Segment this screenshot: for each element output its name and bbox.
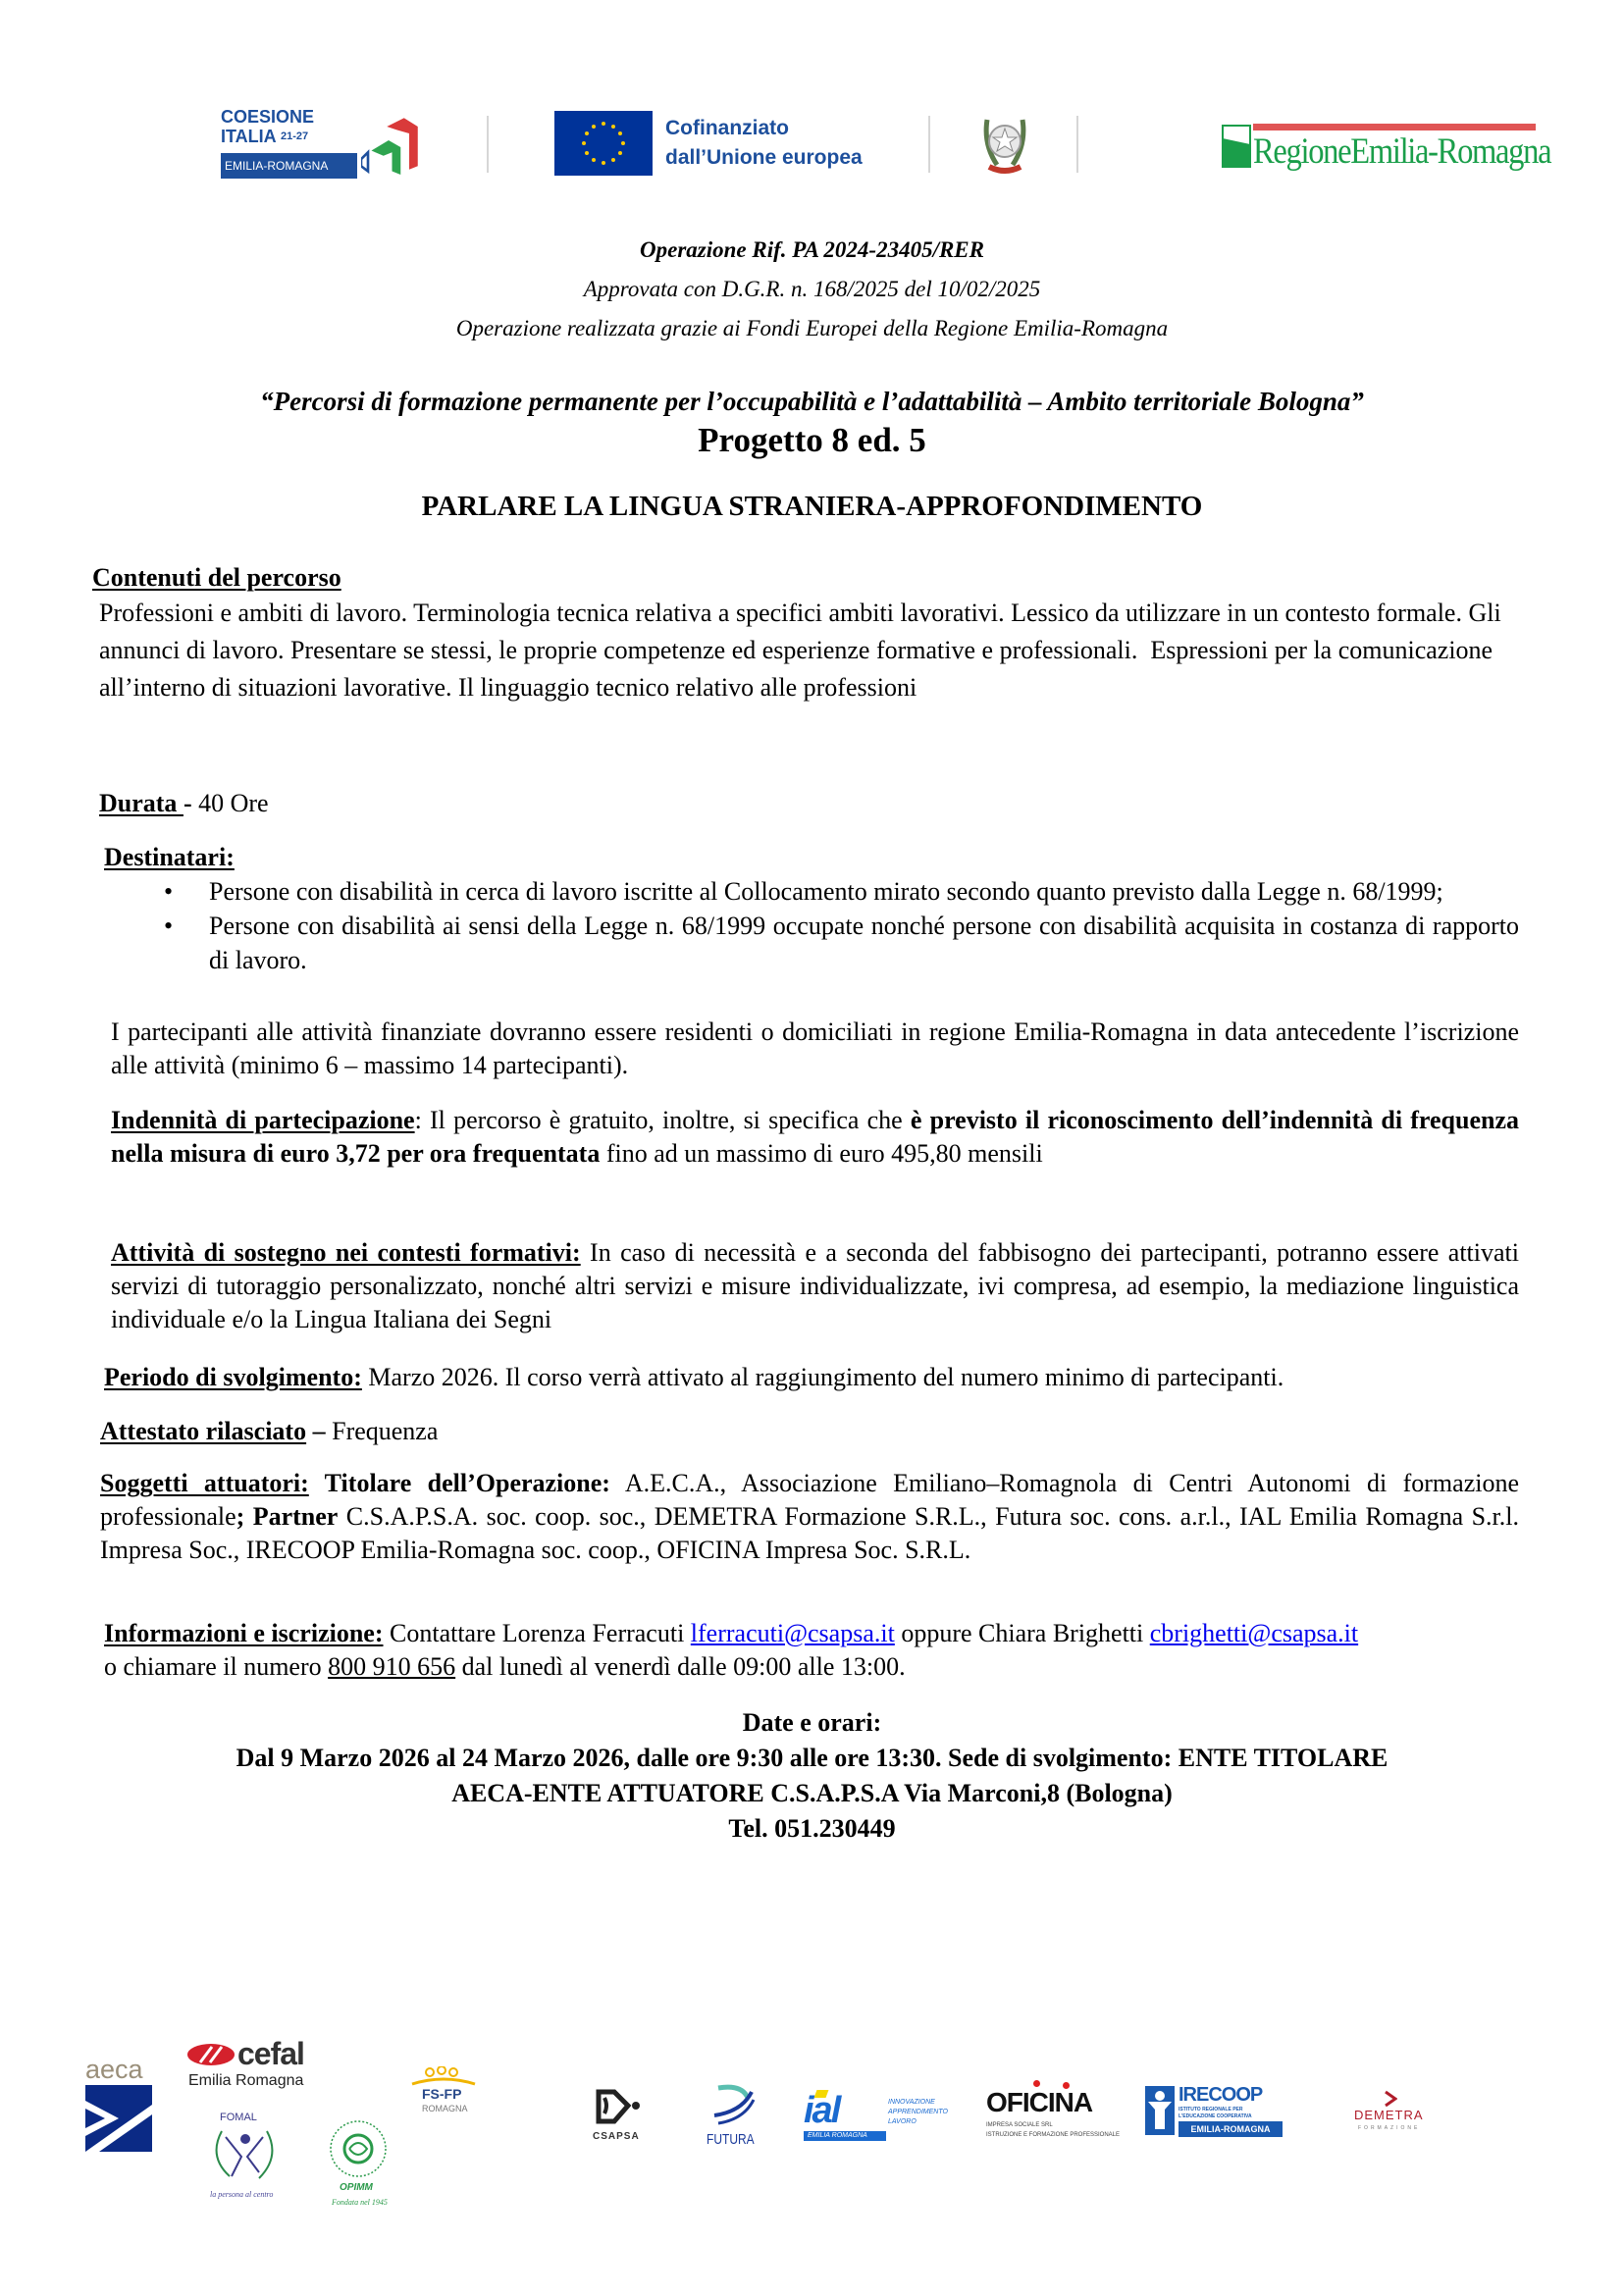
titolare-value: A.E.C.A., Associazione Emiliano–Romagnola di Centri Autonomi di formazione professionale: [100, 1469, 1519, 1531]
oficina-red-dot: [1033, 2080, 1040, 2087]
partners-value: C.S.A.P.S.A. soc. coop. soc., DEMETRA Formazione S.R.L., Futura soc. cons. a.r.l., IAL Emilia Romagna S.r.l. Impresa Soc., IRECOOP Emilia-Romagna soc. coop., OFICINA Impresa Soc. S.R.L.: [100, 1502, 1520, 1564]
fomal-tagline: la persona al centro: [210, 2190, 274, 2199]
coesione-logo: [221, 108, 427, 183]
attestato-paragraph: [100, 1413, 438, 1450]
durata-value: 40 Ore: [198, 789, 269, 817]
futura-logo: [705, 2082, 763, 2153]
sostegno-heading: Attività di sostegno nei contesti formativi:: [111, 1238, 581, 1267]
program-title: “Percorsi di formazione permanente per l’occupabilità e l’adattabilità – Ambito territoriale Bologna”: [260, 387, 1364, 416]
sostegno-paragraph: [111, 1236, 1519, 1336]
date-orari-line2: AECA-ENTE ATTUATORE C.S.A.P.S.A Via Marconi,8 (Bologna): [451, 1779, 1173, 1807]
bullet-icon: •: [164, 912, 174, 940]
informazioni-paragraph: [104, 1617, 1370, 1684]
oficina-name: OFICINA: [986, 2087, 1093, 2117]
fomal-logo: [208, 2112, 282, 2210]
indennita-text1: : Il percorso è gratuito, inoltre, si specifica che: [414, 1106, 911, 1134]
eu-flag-icon: [554, 111, 653, 176]
indennita-paragraph: [111, 1104, 1519, 1171]
opimm-logo: [324, 2119, 393, 2217]
informazioni-t2: oppure Chiara Brighetti: [894, 1619, 1150, 1647]
indennita-text2: fino ad un massimo di euro 495,80 mensili: [600, 1139, 1043, 1168]
cnosfap-name: FS-FP: [422, 2086, 462, 2102]
course-title: PARLARE LA LINGUA STRANIERA-APPROFONDIMENTO: [421, 491, 1203, 522]
periodo-paragraph: [104, 1359, 1527, 1396]
ial-tag3: LAVORO: [888, 2118, 917, 2125]
aeca-logo: [85, 2056, 154, 2154]
header-divider: [928, 116, 930, 173]
csapsa-name: CSAPSA: [593, 2131, 640, 2142]
approval-line: Approvata con D.G.R. n. 168/2025 del 10/02/2025: [583, 277, 1041, 301]
project-title: Progetto 8 ed. 5: [698, 421, 926, 459]
csapsa-logo: [589, 2088, 657, 2149]
demetra-sub: FORMAZIONE: [1358, 2125, 1421, 2131]
informazioni-t1: Contattare Lorenza Ferracuti: [383, 1619, 691, 1647]
coesione-years: 21-27: [281, 130, 309, 142]
coesione-band: EMILIA-ROMAGNA: [221, 153, 357, 179]
periodo-heading: Periodo di svolgimento:: [104, 1363, 362, 1391]
date-orari-line3: Tel. 051.230449: [728, 1814, 896, 1843]
cefal-swoosh-icon: [186, 2043, 236, 2066]
aeca-flag-icon: [85, 2085, 152, 2152]
email-link-ferracuti[interactable]: lferracuti@csapsa.it: [690, 1619, 895, 1647]
ial-tag1: INNOVAZIONE: [888, 2099, 935, 2106]
opimm-seal-icon: [326, 2119, 391, 2180]
eu-line2: dall’Unione europea: [665, 146, 863, 169]
destinatari-heading: Destinatari:: [104, 843, 235, 871]
oficina-sub1: IMPRESA SOCIALE SRL: [986, 2122, 1053, 2128]
indennita-bold: è previsto il riconoscimento dell’indennità di frequenza nella misura di euro 3,72 per ora frequentata: [111, 1106, 1519, 1168]
contenuti-heading: Contenuti del percorso: [92, 563, 341, 592]
soggetti-paragraph: [100, 1467, 1519, 1567]
destinatari-item: [164, 874, 1519, 909]
regione-name: RegioneEmilia-Romagna: [1253, 131, 1551, 172]
destinatari-note: I partecipanti alle attività finanziate dovranno essere residenti o domiciliati in regione Emilia-Romagna in data antecedente l’iscrizione alle attività (minimo 6 – massimo 14 partecipanti).: [111, 1017, 1519, 1079]
soggetti-heading: Soggetti attuatori:: [100, 1469, 309, 1497]
attestato-value: Frequenza: [332, 1417, 439, 1445]
date-orari-heading: Date e orari:: [742, 1708, 882, 1737]
coesione-chevrons-icon: [361, 114, 430, 181]
header-divider: [1076, 116, 1078, 173]
cefal-sub: Emilia Romagna: [188, 2072, 304, 2089]
ial-logo: [800, 2090, 967, 2145]
indennita-heading: Indennità di partecipazione: [111, 1106, 415, 1134]
regione-logo: [1222, 122, 1551, 176]
fomal-name: FOMAL: [220, 2112, 257, 2123]
regione-map-icon: [1222, 125, 1251, 168]
coesione-line1: COESIONE: [221, 107, 315, 127]
fomal-figure-icon: [212, 2127, 277, 2184]
demetra-mark-icon: [1384, 2090, 1397, 2108]
email-link-brighetti[interactable]: cbrighetti@csapsa.it: [1149, 1619, 1359, 1647]
destinatari-item: [164, 909, 1519, 977]
regione-red-bar: [1253, 124, 1536, 130]
bullet-icon: •: [164, 877, 174, 906]
titolare-label: Titolare dell’Operazione:: [308, 1469, 610, 1497]
oficina-logo: [986, 2080, 1119, 2145]
irecoop-figure-icon: [1145, 2086, 1175, 2135]
durata-heading: Durata: [99, 789, 183, 817]
periodo-body: Marzo 2026. Il corso verrà attivato al raggiungimento del numero minimo di partecipanti.: [361, 1363, 1284, 1391]
eu-line1: Cofinanziato: [665, 117, 789, 139]
operation-ref: Operazione Rif. PA 2024-23405/RER: [640, 237, 984, 262]
date-orari-line1: Dal 9 Marzo 2026 al 24 Marzo 2026, dalle ore 9:30 alle ore 13:30. Sede di svolgimento: ENTE TITOLARE: [236, 1744, 1388, 1772]
coesione-italia: ITALIA: [221, 127, 276, 146]
eu-logo: [554, 111, 888, 178]
coesione-line2: [221, 128, 308, 145]
ial-name: ial: [804, 2090, 840, 2131]
durata-sep: -: [183, 789, 199, 817]
contenuti-body: Professioni e ambiti di lavoro. Terminologia tecnica relativa a specifici ambiti lavorativi. Lessico da utilizzare in un contesto formale. Gli annunci di lavoro. Presentare se stessi, le proprie competenze ed esperienze formative e professionali. Espressioni per la comunicazione all’interno di situazioni lavorative. Il linguaggio tecnico relativo alle professioni: [99, 599, 1508, 702]
irecoop-logo: [1145, 2084, 1302, 2139]
irecoop-band: EMILIA-ROMAGNA: [1179, 2121, 1283, 2137]
informazioni-t4: dal lunedì al venerdì dalle 09:00 alle 13:00.: [455, 1652, 906, 1681]
partner-label: ; Partner: [236, 1502, 339, 1531]
funding-line: Operazione realizzata grazie ai Fondi Europei della Regione Emilia-Romagna: [455, 316, 1169, 340]
opimm-name: OPIMM: [340, 2182, 373, 2193]
cnosfap-figures-icon: [404, 2066, 483, 2086]
destinatari-item-text: Persone con disabilità ai sensi della Legge n. 68/1999 occupate nonché persone con disabilità acquisita in costanza di rapporto di lavoro.: [209, 912, 1519, 974]
demetra-name: DEMETRA: [1354, 2108, 1424, 2122]
informazioni-heading: Informazioni e iscrizione:: [104, 1619, 384, 1647]
header-divider: [487, 116, 489, 173]
irecoop-sub1: ISTITUTO REGIONALE PER: [1179, 2107, 1243, 2112]
cnosfap-region: ROMAGNA: [422, 2104, 468, 2113]
futura-wave-icon: [708, 2082, 758, 2129]
attestato-heading: Attestato rilasciato: [100, 1417, 307, 1445]
csapsa-face-icon: [593, 2088, 652, 2127]
durata-line: [99, 785, 269, 822]
informazioni-t3: o chiamare il numero: [104, 1652, 329, 1681]
cefal-logo: [186, 2037, 334, 2092]
opimm-founded: Fondata nel 1945: [332, 2198, 388, 2207]
cefal-name: cefal: [237, 2036, 304, 2071]
sostegno-body: In caso di necessità e a seconda del fabbisogno dei partecipanti, potranno essere attivati servizi di tutoraggio personalizzato, nonché altri servizi e misure individualizzate, ivi compresa, ad esempio, la mediazione linguistica individuale e/o la Lingua Italiana dei Segni: [111, 1238, 1519, 1333]
demetra-logo: [1354, 2090, 1433, 2137]
destinatari-list: [164, 874, 1519, 977]
irecoop-sub2: L'EDUCAZIONE COOPERATIVA: [1179, 2113, 1252, 2119]
ial-tag2: APPRENDIMENTO: [888, 2109, 948, 2115]
destinatari-item-text: Persone con disabilità in cerca di lavoro iscritte al Collocamento mirato secondo quanto previsto dalla Legge n. 68/1999;: [209, 877, 1443, 906]
phone-number[interactable]: 800 910 656: [328, 1652, 456, 1681]
irecoop-name: IRECOOP: [1179, 2084, 1263, 2106]
ial-region: EMILIA ROMAGNA: [804, 2131, 886, 2141]
futura-name: FUTURA: [707, 2131, 755, 2148]
attestato-sep: –: [306, 1417, 333, 1445]
oficina-sub2: ISTRUZIONE E FORMAZIONE PROFESSIONALE: [986, 2132, 1121, 2138]
italian-emblem-icon: [981, 110, 1028, 179]
aeca-name: aeca: [85, 2055, 143, 2084]
cnosfap-logo: [402, 2066, 500, 2117]
